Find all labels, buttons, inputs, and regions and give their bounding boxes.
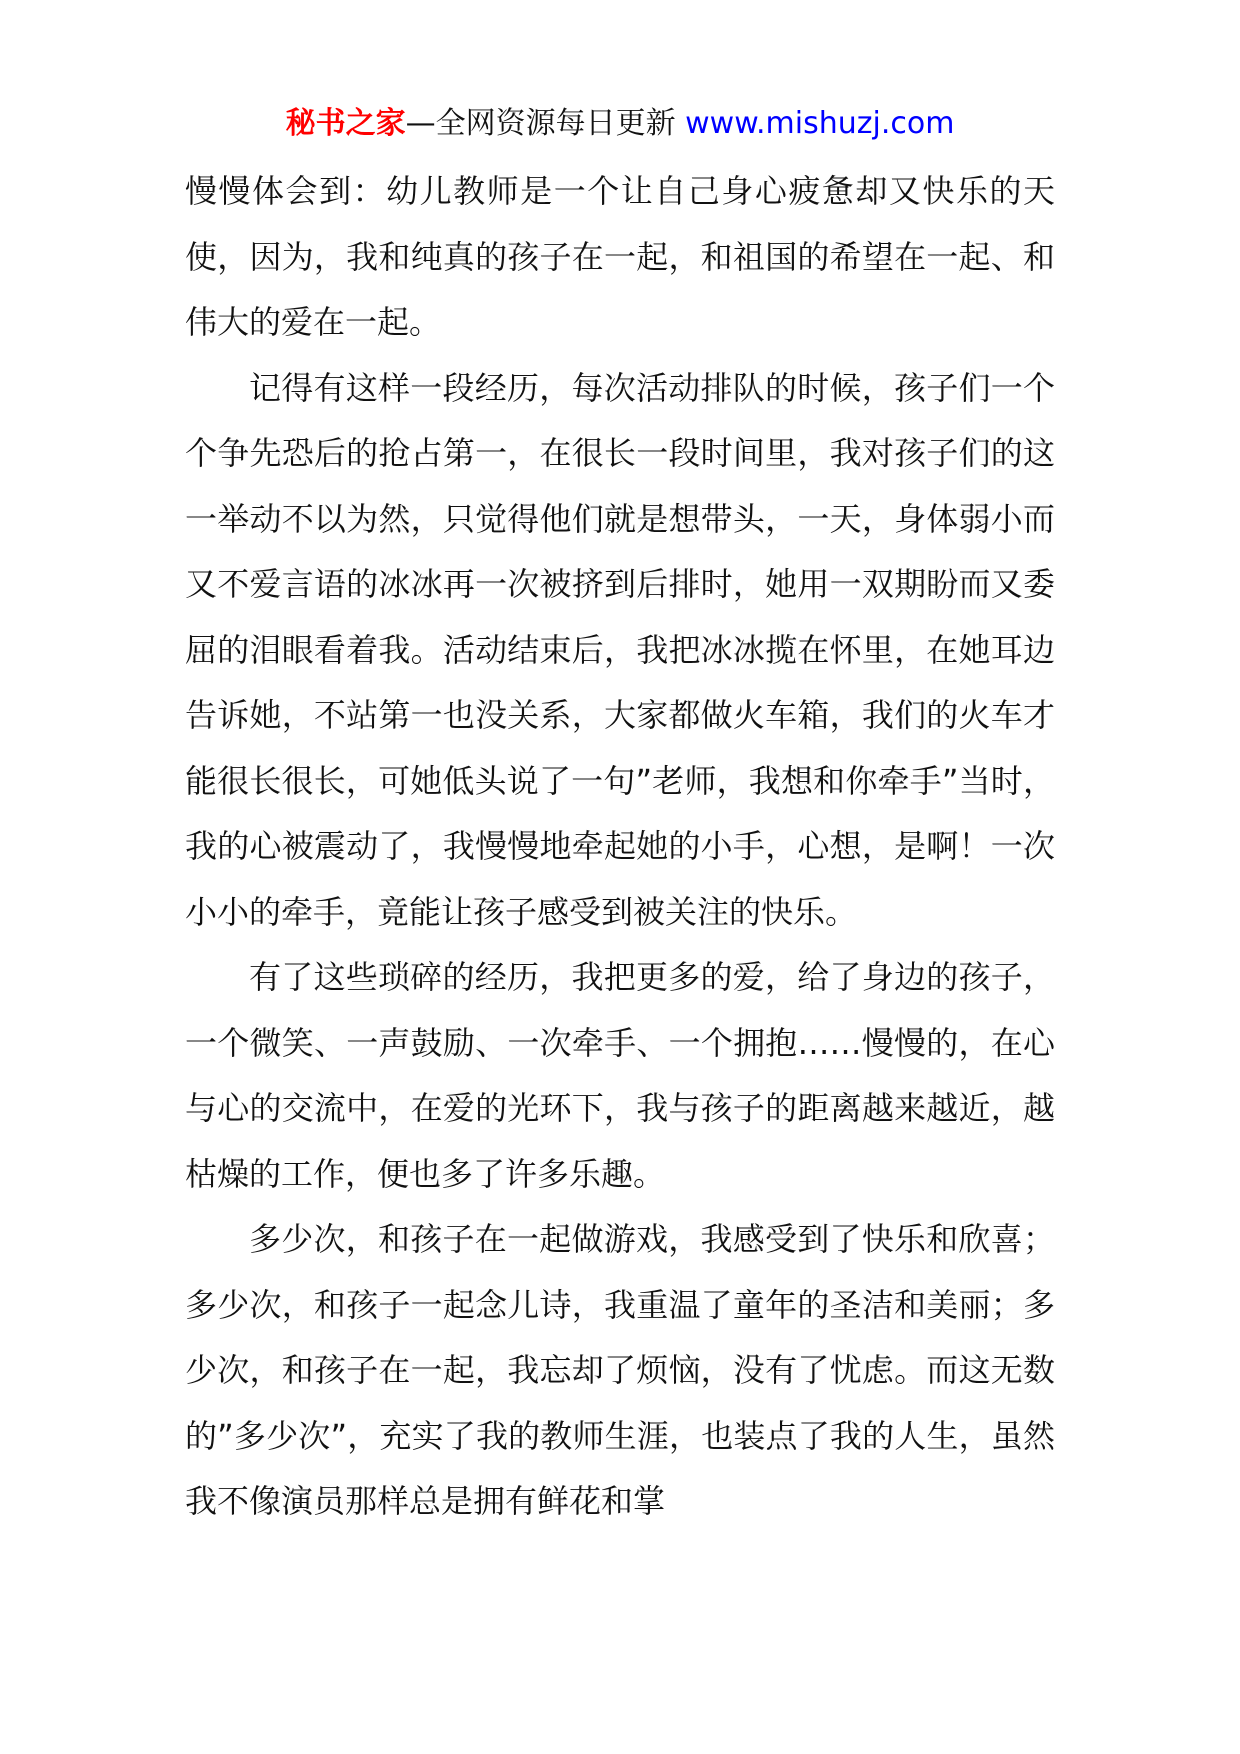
document-body [185,159,1055,1535]
header-tagline: —全网资源每日更新 [405,106,686,141]
site-url-link[interactable]: www.mishuzj.com [685,106,955,141]
brand-name: 秘书之家 [285,106,406,141]
page-header [0,100,1240,148]
paragraph: 记得有这样一段经历，每次活动排队的时候，孩子们一个个争先恐后的抢占第一，在很长一段时间里，我对孩子们的这一举动不以为然，只觉得他们就是想带头，一天，身体弱小而又不爱言语的冰冰再一次被挤到后排时，她用一双期盼而又委屈的泪眼看着我。活动结束后，我把冰冰揽在怀里，在她耳边告诉她，不站第一也没关系，大家都做火车箱，我们的火车才能很长很长，可她低头说了一句”老师，我想和你牵手”当时，我的心被震动了，我慢慢地牵起她的小手，心想，是啊！一次小小的牵手，竟能让孩子感受到被关注的快乐。 [185,368,1055,931]
paragraph: 有了这些琐碎的经历，我把更多的爱，给了身边的孩子，一个微笑、一声鼓励、一次牵手、一个拥抱……慢慢的，在心与心的交流中，在爱的光环下，我与孩子的距离越来越近，越枯燥的工作，便也多了许多乐趣。 [185,958,1055,1193]
paragraph: 多少次，和孩子在一起做游戏，我感受到了快乐和欣喜；多少次，和孩子一起念儿诗，我重温了童年的圣洁和美丽；多少次，和孩子在一起，我忘却了烦恼，没有了忧虑。而这无数的”多少次”，充实了我的教师生涯，也装点了我的人生，虽然我不像演员那样总是拥有鲜花和掌 [185,1220,1055,1520]
paragraph-continued: 慢慢体会到：幼儿教师是一个让自己身心疲惫却又快乐的天使，因为，我和纯真的孩子在一起，和祖国的希望在一起、和伟大的爱在一起。 [185,172,1055,341]
